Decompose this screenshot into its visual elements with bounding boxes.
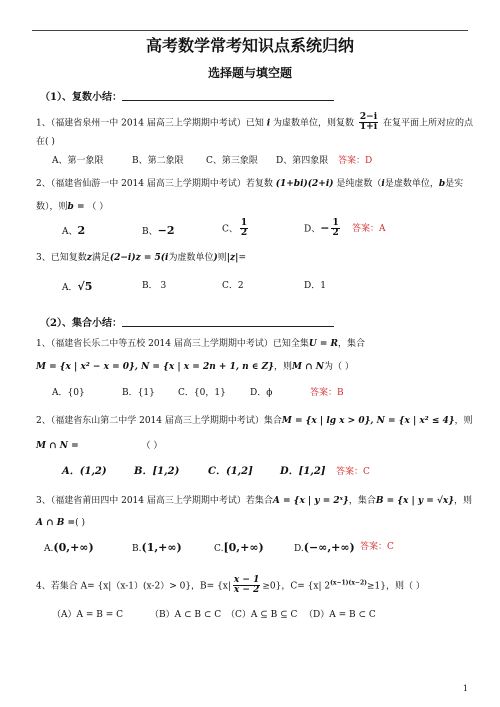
page-title: 高考数学常考知识点系统归纳 [145, 36, 354, 55]
option-d: D．1 [304, 281, 326, 291]
math-z: z [86, 253, 92, 263]
answer-text: 答案：B [310, 388, 344, 398]
page-number: 1 [462, 684, 468, 693]
question-1-2-cont [36, 202, 108, 213]
option-b [142, 224, 175, 238]
question-text: = [238, 253, 246, 263]
math-expression: (2−i)z = 5(i [109, 253, 169, 263]
question-2-1 [36, 339, 365, 350]
question-text: ，则 [454, 496, 473, 506]
fraction-numerator: 1 [332, 218, 339, 228]
question-text: ，则 [454, 416, 473, 426]
fill-blank-line [122, 326, 334, 327]
option-b: B．[1,2) [134, 466, 180, 477]
question-text: ，集合 [348, 496, 376, 506]
option-a [62, 280, 92, 294]
option-value: [0,+∞) [223, 541, 264, 554]
option-d: D．ϕ [250, 388, 273, 398]
fraction-numerator: x − 1 [233, 575, 260, 585]
math-expression: M = {x | lg x > 0}, N = {x | x² ≤ 4} [281, 416, 455, 426]
option-label: C. [214, 544, 224, 554]
option-a [44, 541, 94, 555]
question-text: 在复平面上所对应的点 [383, 118, 474, 129]
option-label: B、 [142, 227, 158, 237]
question-text: 2、（福建省仙游一中 2014 届高三上学期期中考试）若复数 [36, 179, 273, 189]
question-text: ≥1}，则（ ） [366, 581, 425, 592]
fraction-denominator: 2 [240, 228, 248, 239]
fraction-numerator: 1 [240, 218, 248, 228]
question-2-1-cont [36, 362, 354, 373]
question-2-2 [36, 416, 473, 427]
question-2-3 [36, 496, 472, 507]
option-value: (0,+∞) [53, 541, 94, 554]
section-sets-heading [40, 318, 334, 330]
option-a: A．{0} [52, 388, 85, 398]
answer-text: 答案：D [338, 156, 373, 166]
page-subtitle: 选择题与填空题 [207, 66, 292, 80]
question-2-4 [36, 576, 425, 596]
question-2-2-cont [36, 441, 162, 452]
answer-text: 答案：C [336, 467, 370, 477]
fill-blank-line [122, 100, 334, 101]
question-1-1 [36, 113, 473, 133]
option-label: D、 [304, 224, 321, 235]
option-c: C．(1,2] [208, 466, 253, 477]
option-value: 2 [77, 224, 86, 237]
fraction [240, 219, 248, 239]
option-c: C、第三象限 [206, 156, 258, 166]
option-a: A．(1,2) [62, 466, 107, 477]
option-label: A. [44, 544, 54, 554]
option-label: A． [62, 283, 78, 293]
option-d [294, 541, 355, 555]
fraction-denominator: 2 [332, 228, 339, 239]
math-expression: b = [67, 202, 85, 212]
exponent: (x−1)(x−2) [330, 579, 367, 587]
option-label: A、 [62, 227, 78, 237]
fraction [359, 113, 378, 133]
question-text: ≥0}，C= {x| 2 [262, 581, 331, 592]
option-d: D、第四象限 [276, 156, 329, 166]
question-text: 是实 [445, 179, 464, 189]
option-value: (1,+∞) [141, 541, 182, 554]
option-value: (−∞,+∞) [303, 541, 355, 554]
option-c [222, 219, 250, 239]
math-expression: A = {x | y = 2ˣ} [272, 496, 349, 506]
fraction-denominator: 1+i [359, 122, 378, 133]
option-b: B． 3 [142, 281, 167, 291]
option-c: C．{0，1} [178, 388, 226, 398]
math-expression: ) [213, 253, 218, 263]
option-d [304, 219, 342, 239]
option-d: （D）A = B ⊂ C [304, 610, 376, 620]
header-rule [32, 30, 468, 31]
section-label: （2）、集合小结： [40, 318, 122, 329]
option-label: D. [294, 544, 304, 554]
answer-blank: （ ） [87, 202, 109, 212]
question-1-2 [36, 179, 463, 190]
question-text: 3、（福建省莆田四中 2014 届高三上学期期中考试）若集合 [36, 496, 273, 506]
question-2-3-cont [36, 518, 85, 529]
question-text: 是虚数单位， [384, 179, 439, 189]
section-complex-heading [40, 92, 334, 104]
question-text: 2、（福建省东山第二中学 2014 届高三上学期期中考试）集合 [36, 416, 282, 426]
option-a [62, 224, 85, 238]
question-text: 4、若集合 A= {x|（x-1）(x-2）> 0}，B= {x| [36, 581, 231, 592]
option-b: （B）A ⊂ B ⊂ C [150, 610, 222, 620]
question-text: 1、（福建省泉州一中 2014 届高三上学期期中考试）已知 [36, 118, 264, 129]
answer-text: 答案：C [360, 542, 394, 552]
question-text: ，则 [273, 362, 292, 372]
math-expression: B = {x | y = √x} [375, 496, 455, 506]
math-expression: M ∩ N [291, 362, 324, 372]
option-b: B、第二象限 [132, 156, 184, 166]
question-text: 为虚数单位 [168, 253, 214, 263]
question-text: 为（ ） [323, 362, 354, 372]
question-text: 是纯虚数（ [336, 179, 382, 189]
question-text: 3、已知复数 [36, 253, 87, 263]
math-i: i [266, 118, 271, 129]
section-label: （1）、复数小结： [40, 92, 122, 103]
option-value: √5 [77, 280, 93, 293]
answer-blank: ( ) [75, 518, 85, 528]
math-i: i [381, 179, 385, 189]
question-1-1-cont: 在( ) [36, 137, 55, 147]
option-c [214, 541, 264, 555]
option-value: −2 [157, 224, 175, 237]
answer-blank: （ ） [141, 441, 163, 451]
math-expression: M = {x | x² − x = 0}, N = {x | x = 2n + 1, n ∈ Z} [36, 362, 274, 372]
question-text: 1、（福建省长乐二中等五校 2014 届高三上学期期中考试）已知全集 [36, 339, 309, 349]
math-expression: A ∩ B = [36, 518, 76, 528]
option-a: A、第一象限 [52, 156, 104, 166]
math-expression: |z| [226, 253, 239, 263]
question-text: 数），则 [36, 202, 68, 212]
option-label: B. [132, 544, 142, 554]
question-1-3 [36, 253, 246, 264]
question-text: 满足 [91, 253, 110, 263]
option-c: （C）A ⊆ B ⊆ C [226, 610, 298, 620]
math-expression: U = R [308, 339, 338, 349]
answer-text: 答案：A [352, 224, 386, 234]
question-text: 为虚数单位，则复数 [273, 118, 355, 129]
fraction [331, 219, 339, 239]
fraction [233, 576, 260, 596]
question-text: ，集合 [338, 339, 366, 349]
option-b: B．{1} [122, 388, 155, 398]
question-text: 则 [217, 253, 227, 263]
math-expression: M ∩ N = [36, 441, 79, 451]
option-c: C．2 [222, 281, 244, 291]
math-b: b [438, 179, 446, 189]
fraction-numerator: 2−i [359, 112, 378, 122]
option-sign: − [320, 221, 330, 235]
option-a: （A）A = B = C [52, 610, 124, 620]
option-b [132, 541, 182, 555]
option-d: D．[1,2] [280, 466, 326, 477]
option-label: C、 [222, 224, 238, 235]
math-expression: (1+bi)(2+i) [275, 179, 334, 189]
fraction-denominator: x − 2 [233, 585, 260, 596]
